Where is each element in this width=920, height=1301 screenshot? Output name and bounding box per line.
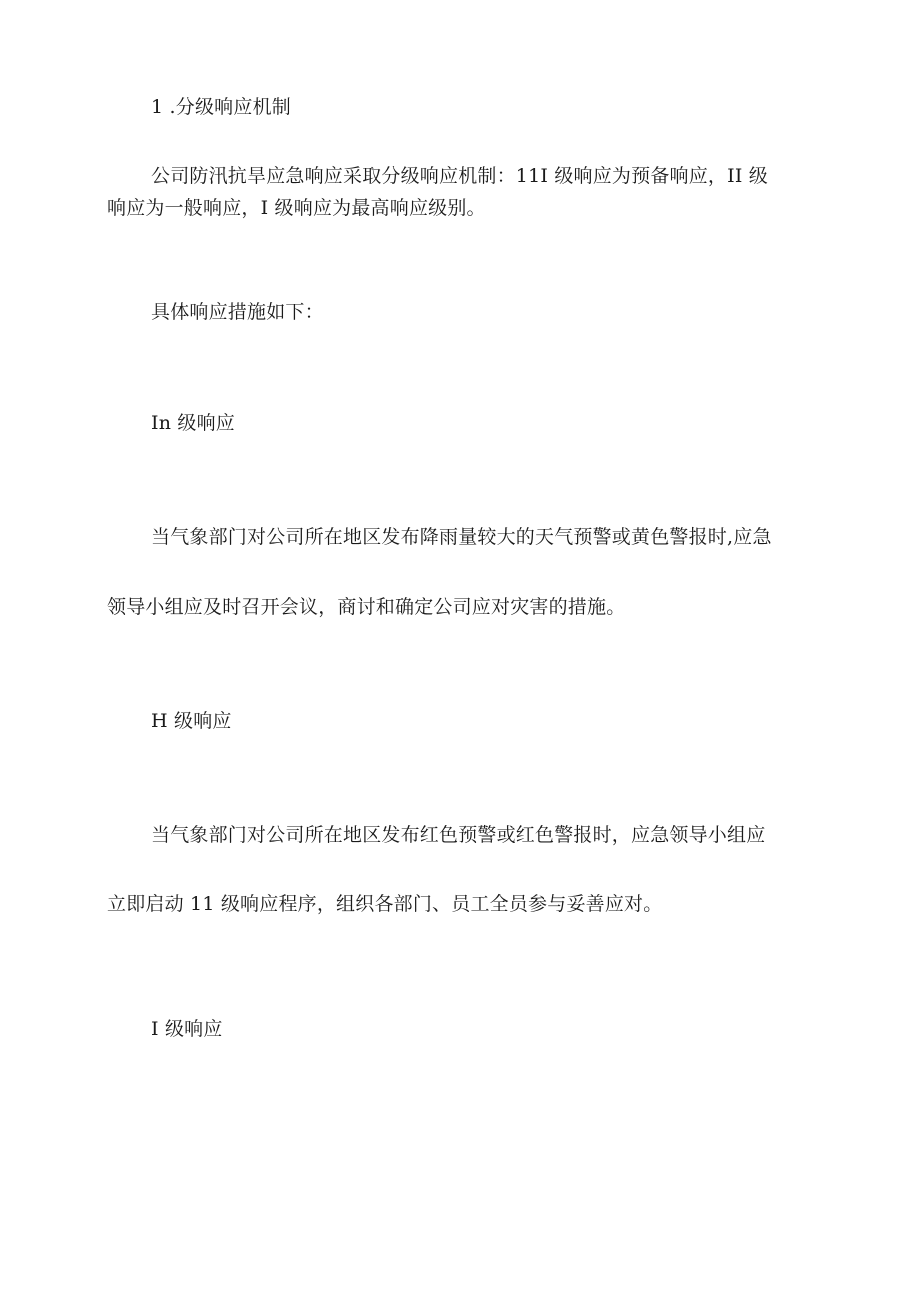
level2-heading: H 级响应 xyxy=(151,710,232,732)
measures-intro: 具体响应措施如下： xyxy=(151,301,324,323)
intro-paragraph-line-1: 公司防汛抗旱应急响应采取分级响应机制：11I 级响应为预备响应，II 级 xyxy=(151,165,768,187)
level3-paragraph-line-2: 领导小组应及时召开会议，商讨和确定公司应对灾害的措施。 xyxy=(107,596,626,618)
section-heading: 1 .分级响应机制 xyxy=(151,96,291,118)
level3-heading: In 级响应 xyxy=(151,412,235,434)
level2-paragraph-line-1: 当气象部门对公司所在地区发布红色预警或红色警报时，应急领导小组应 xyxy=(151,824,766,846)
level3-paragraph-line-1: 当气象部门对公司所在地区发布降雨量较大的天气预警或黄色警报时,应急 xyxy=(151,526,772,548)
level2-paragraph-line-2: 立即启动 11 级响应程序，组织各部门、员工全员参与妥善应对。 xyxy=(107,893,663,915)
intro-paragraph-line-2: 响应为一般响应，I 级响应为最高响应级别。 xyxy=(107,197,486,219)
level1-heading: I 级响应 xyxy=(151,1018,223,1040)
